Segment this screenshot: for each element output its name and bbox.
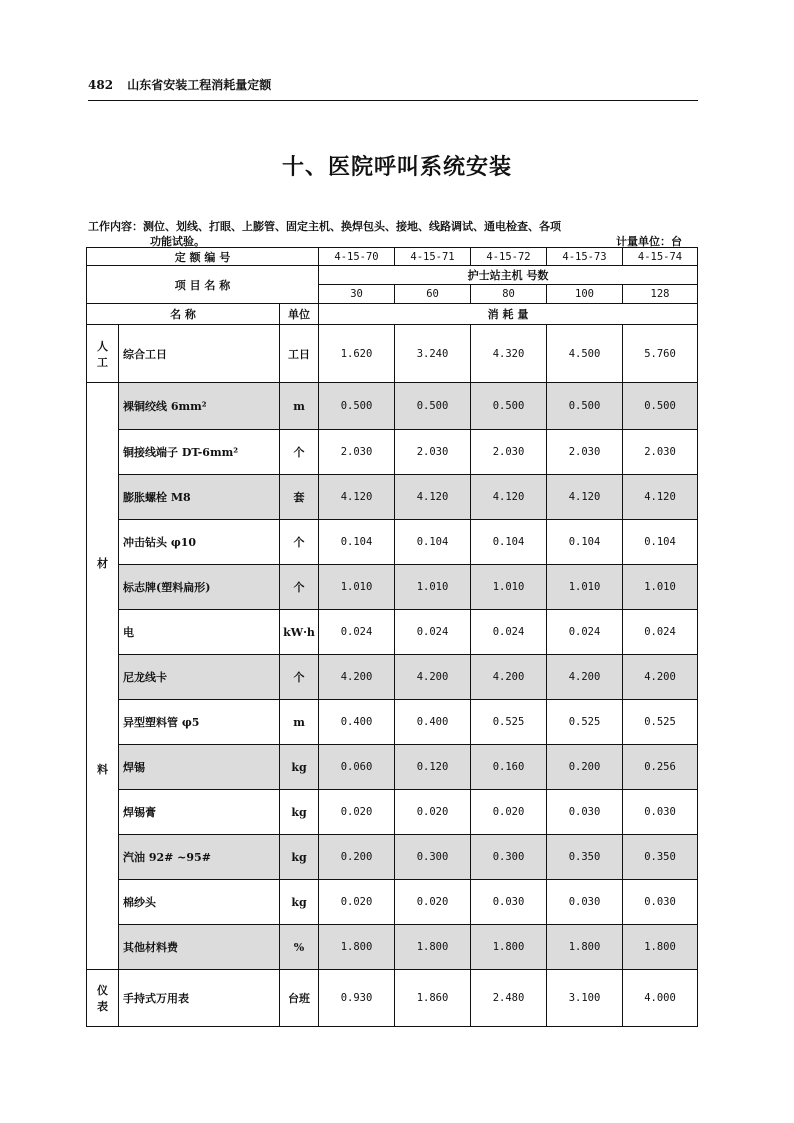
material-value: 0.030 bbox=[623, 880, 698, 925]
material-value: 0.024 bbox=[319, 610, 395, 655]
material-unit: kg bbox=[280, 835, 319, 880]
material-row bbox=[87, 700, 698, 745]
material-value: 0.300 bbox=[471, 835, 547, 880]
material-name: 焊锡膏 bbox=[119, 790, 280, 835]
material-unit: 个 bbox=[280, 655, 319, 700]
material-row bbox=[87, 520, 698, 565]
instrument-value: 3.100 bbox=[547, 970, 623, 1027]
material-row bbox=[87, 790, 698, 835]
material-value: 0.350 bbox=[623, 835, 698, 880]
book-title: 山东省安装工程消耗量定额 bbox=[127, 78, 272, 92]
material-value: 0.200 bbox=[319, 835, 395, 880]
material-unit: kg bbox=[280, 745, 319, 790]
material-value: 0.104 bbox=[395, 520, 471, 565]
material-value: 4.200 bbox=[623, 655, 698, 700]
material-value: 0.200 bbox=[547, 745, 623, 790]
material-name: 铜接线端子 DT-6mm² bbox=[119, 430, 280, 475]
material-value: 0.104 bbox=[547, 520, 623, 565]
col-consumption-header: 消 耗 量 bbox=[319, 304, 698, 325]
material-value: 1.800 bbox=[395, 925, 471, 970]
labor-value: 5.760 bbox=[623, 325, 698, 383]
code-cell: 4-15-72 bbox=[471, 248, 547, 266]
material-value: 4.200 bbox=[395, 655, 471, 700]
material-name: 冲击钻头 φ10 bbox=[119, 520, 280, 565]
material-value: 0.030 bbox=[547, 790, 623, 835]
material-row bbox=[87, 880, 698, 925]
material-value: 0.120 bbox=[395, 745, 471, 790]
code-cell: 4-15-74 bbox=[623, 248, 698, 266]
size-cell: 30 bbox=[319, 285, 395, 304]
material-value: 1.800 bbox=[471, 925, 547, 970]
material-row bbox=[87, 835, 698, 880]
material-value: 0.020 bbox=[395, 880, 471, 925]
instrument-category: 仪表 bbox=[87, 970, 119, 1027]
material-value: 2.030 bbox=[471, 430, 547, 475]
material-value: 0.024 bbox=[471, 610, 547, 655]
labor-category: 人工 bbox=[87, 325, 119, 383]
material-value: 0.030 bbox=[547, 880, 623, 925]
material-value: 0.400 bbox=[319, 700, 395, 745]
material-value: 2.030 bbox=[547, 430, 623, 475]
labor-value: 1.620 bbox=[319, 325, 395, 383]
material-name: 电 bbox=[119, 610, 280, 655]
material-value: 0.020 bbox=[319, 790, 395, 835]
material-value: 0.060 bbox=[319, 745, 395, 790]
material-name: 膨胀螺栓 M8 bbox=[119, 475, 280, 520]
material-value: 1.010 bbox=[319, 565, 395, 610]
material-unit: 个 bbox=[280, 565, 319, 610]
material-value: 0.030 bbox=[623, 790, 698, 835]
material-value: 4.200 bbox=[547, 655, 623, 700]
material-value: 4.200 bbox=[471, 655, 547, 700]
material-name: 焊锡 bbox=[119, 745, 280, 790]
page-number: 482 bbox=[88, 78, 114, 92]
material-value: 0.020 bbox=[319, 880, 395, 925]
group-name: 护士站主机 号数 bbox=[319, 266, 698, 285]
material-value: 0.500 bbox=[395, 383, 471, 430]
material-row bbox=[87, 383, 698, 430]
labor-name: 综合工日 bbox=[119, 325, 280, 383]
material-row bbox=[87, 430, 698, 475]
material-value: 0.500 bbox=[471, 383, 547, 430]
materials-body bbox=[87, 383, 698, 970]
material-unit: kg bbox=[280, 880, 319, 925]
material-name: 裸铜绞线 6mm² bbox=[119, 383, 280, 430]
material-value: 2.030 bbox=[319, 430, 395, 475]
material-value: 1.010 bbox=[623, 565, 698, 610]
material-category bbox=[87, 383, 119, 970]
col-name-header: 名 称 bbox=[87, 304, 280, 325]
material-name: 汽油 92# ~95# bbox=[119, 835, 280, 880]
material-value: 1.800 bbox=[547, 925, 623, 970]
col-unit-header: 单位 bbox=[280, 304, 319, 325]
material-value: 0.020 bbox=[471, 790, 547, 835]
material-value: 0.024 bbox=[623, 610, 698, 655]
material-value: 0.020 bbox=[395, 790, 471, 835]
material-value: 0.525 bbox=[547, 700, 623, 745]
material-row bbox=[87, 475, 698, 520]
work-content-line1: 工作内容：测位、划线、打眼、上膨管、固定主机、换焊包头、接地、线路调试、通电检查、各项 bbox=[88, 220, 561, 233]
material-value: 0.525 bbox=[623, 700, 698, 745]
material-value: 0.500 bbox=[319, 383, 395, 430]
material-value: 0.104 bbox=[623, 520, 698, 565]
material-name: 其他材料费 bbox=[119, 925, 280, 970]
labor-value: 3.240 bbox=[395, 325, 471, 383]
material-row bbox=[87, 565, 698, 610]
size-cell: 80 bbox=[471, 285, 547, 304]
size-cell: 100 bbox=[547, 285, 623, 304]
material-row bbox=[87, 610, 698, 655]
section-title: 十、医院呼叫系统安装 bbox=[281, 154, 512, 180]
code-cell: 4-15-71 bbox=[395, 248, 471, 266]
material-value: 0.030 bbox=[471, 880, 547, 925]
instrument-unit: 台班 bbox=[280, 970, 319, 1027]
material-unit: kg bbox=[280, 790, 319, 835]
material-value: 0.104 bbox=[319, 520, 395, 565]
material-value: 1.800 bbox=[623, 925, 698, 970]
material-value: 0.400 bbox=[395, 700, 471, 745]
material-value: 4.120 bbox=[471, 475, 547, 520]
material-value: 4.200 bbox=[319, 655, 395, 700]
code-cell: 4-15-70 bbox=[319, 248, 395, 266]
material-unit: 个 bbox=[280, 430, 319, 475]
instrument-value: 0.930 bbox=[319, 970, 395, 1027]
code-cell: 4-15-73 bbox=[547, 248, 623, 266]
item-name-label: 项 目 名 称 bbox=[87, 266, 319, 304]
material-category-char1: 材 bbox=[97, 557, 108, 570]
material-unit: m bbox=[280, 383, 319, 430]
material-unit: % bbox=[280, 925, 319, 970]
material-category-char2: 料 bbox=[97, 763, 108, 776]
quota-code-label: 定 额 编 号 bbox=[87, 248, 319, 266]
labor-value: 4.320 bbox=[471, 325, 547, 383]
work-content-line2: 功能试验。 bbox=[150, 235, 205, 248]
material-value: 0.300 bbox=[395, 835, 471, 880]
material-value: 1.010 bbox=[395, 565, 471, 610]
material-row bbox=[87, 925, 698, 970]
material-value: 0.350 bbox=[547, 835, 623, 880]
material-name: 棉纱头 bbox=[119, 880, 280, 925]
material-value: 0.525 bbox=[471, 700, 547, 745]
material-value: 0.500 bbox=[623, 383, 698, 430]
material-value: 0.024 bbox=[395, 610, 471, 655]
material-unit: 个 bbox=[280, 520, 319, 565]
material-value: 4.120 bbox=[547, 475, 623, 520]
material-unit: m bbox=[280, 700, 319, 745]
material-value: 4.120 bbox=[319, 475, 395, 520]
material-row bbox=[87, 655, 698, 700]
material-value: 1.010 bbox=[547, 565, 623, 610]
consumption-table bbox=[86, 247, 698, 1027]
material-value: 0.256 bbox=[623, 745, 698, 790]
labor-value: 4.500 bbox=[547, 325, 623, 383]
material-value: 0.500 bbox=[547, 383, 623, 430]
material-value: 2.030 bbox=[395, 430, 471, 475]
material-value: 1.010 bbox=[471, 565, 547, 610]
size-cell: 128 bbox=[623, 285, 698, 304]
material-value: 1.800 bbox=[319, 925, 395, 970]
material-name: 标志牌(塑料扁形) bbox=[119, 565, 280, 610]
instrument-value: 4.000 bbox=[623, 970, 698, 1027]
instrument-value: 1.860 bbox=[395, 970, 471, 1027]
material-name: 尼龙线卡 bbox=[119, 655, 280, 700]
instrument-name: 手持式万用表 bbox=[119, 970, 280, 1027]
page-header bbox=[88, 76, 271, 93]
material-value: 0.160 bbox=[471, 745, 547, 790]
header-rule bbox=[88, 100, 698, 101]
material-row bbox=[87, 745, 698, 790]
material-value: 4.120 bbox=[395, 475, 471, 520]
material-value: 2.030 bbox=[623, 430, 698, 475]
material-name: 异型塑料管 φ5 bbox=[119, 700, 280, 745]
material-value: 0.024 bbox=[547, 610, 623, 655]
labor-unit: 工日 bbox=[280, 325, 319, 383]
instrument-value: 2.480 bbox=[471, 970, 547, 1027]
material-value: 0.104 bbox=[471, 520, 547, 565]
size-cell: 60 bbox=[395, 285, 471, 304]
material-value: 4.120 bbox=[623, 475, 698, 520]
material-unit: kW·h bbox=[280, 610, 319, 655]
material-unit: 套 bbox=[280, 475, 319, 520]
measurement-unit: 计量单位：台 bbox=[616, 235, 682, 248]
